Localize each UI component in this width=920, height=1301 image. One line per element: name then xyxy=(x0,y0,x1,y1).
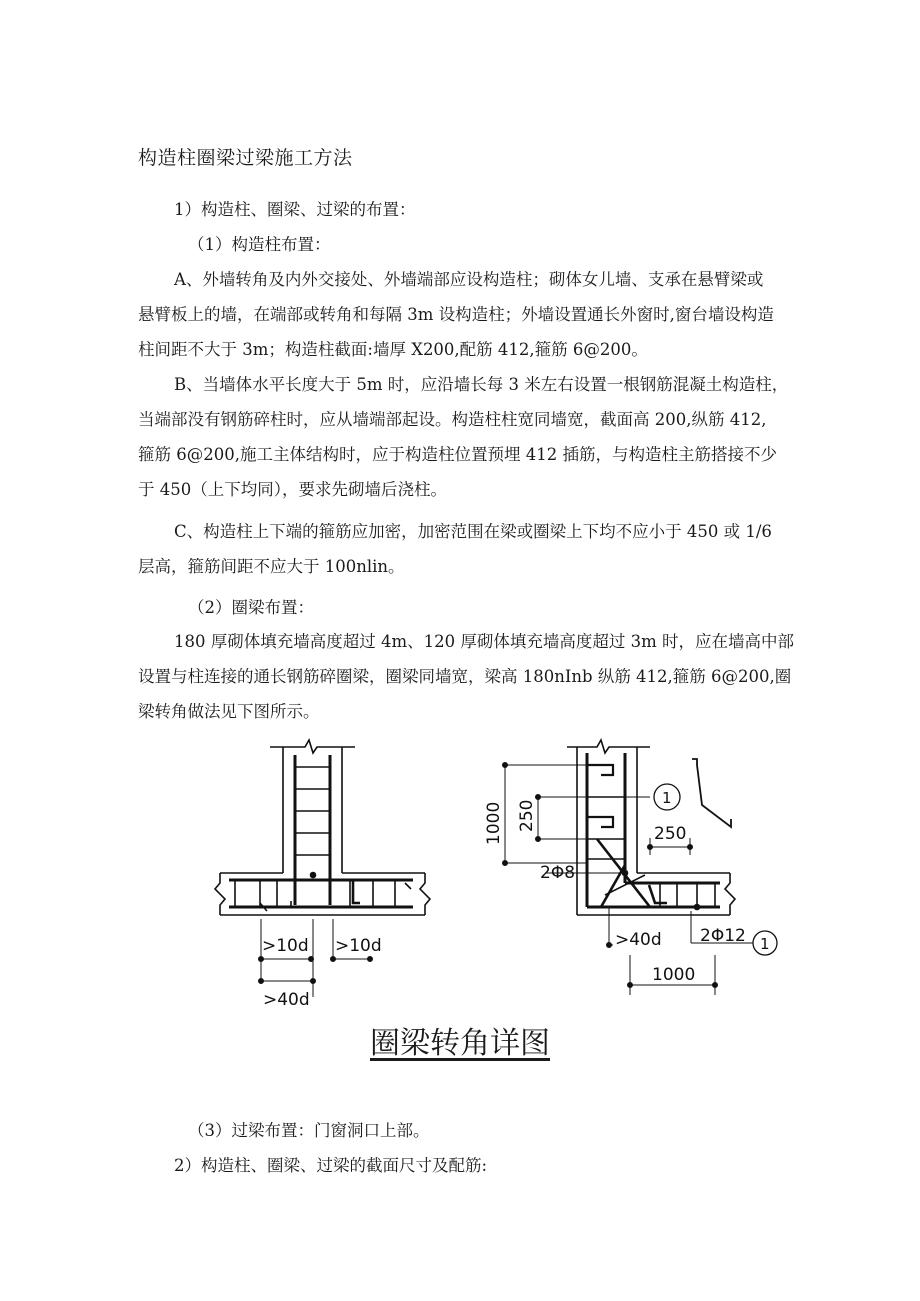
paragraph-d-line: 设置与柱连接的通长钢筋碎圈梁，圈梁同墙宽，梁高 180nInb 纵筋 412,箍筋 6@200,圈 xyxy=(138,667,792,686)
paragraph-b-line: 箍筋 6@200,施工主体结构时，应于构造柱位置预埋 412 插筋，与构造柱主筋搭接不少 xyxy=(138,445,777,464)
section-1-heading: 1）构造柱、圈梁、过梁的布置： xyxy=(174,200,416,219)
label-10d-right: >10d xyxy=(335,936,382,956)
label-40d-right: >40d xyxy=(615,930,662,950)
paragraph-c xyxy=(138,514,798,584)
paragraph-d-line: 180 厚砌体填充墙高度超过 4m、120 厚砌体填充墙高度超过 3m 时，应在墙高中部 xyxy=(174,632,794,651)
label-40d: >40d xyxy=(263,990,310,1010)
subsection-1-heading: （1）构造柱布置： xyxy=(188,235,331,254)
paragraph-c-line: 层高，箍筋间距不应大于 100nlin。 xyxy=(138,557,405,576)
label-250-horizontal: 250 xyxy=(654,824,687,844)
label-10d-left: >10d xyxy=(262,936,309,956)
paragraph-b-line: B、当墙体水平长度大于 5m 时，应沿墙长每 3 米左右设置一根钢筋混凝土构造柱， xyxy=(174,375,789,394)
ring-beam-corner-figure xyxy=(205,735,770,1010)
label-250-vertical: 250 xyxy=(517,799,537,832)
figure-caption: 圈梁转角详图 xyxy=(370,1026,550,1061)
paragraph-d xyxy=(138,624,798,729)
paragraph-c-line: C、构造柱上下端的箍筋应加密，加密范围在梁或圈梁上下均不应小于 450 或 1/6 xyxy=(174,522,772,541)
label-2phi12: 2Φ12 xyxy=(700,926,746,946)
paragraph-d-line: 梁转角做法见下图所示。 xyxy=(138,702,320,721)
paragraph-a-line: 柱间距不大于 3m；构造柱截面:墙厚 X200,配筋 412,箍筋 6@200。 xyxy=(138,340,648,359)
section-2-heading: 2）构造柱、圈梁、过梁的截面尺寸及配筋: xyxy=(174,1156,488,1175)
subsection-3-heading: （3）过梁布置：门窗洞口上部。 xyxy=(188,1121,430,1140)
label-1000-vertical: 1000 xyxy=(484,801,504,845)
document-title: 构造柱圈梁过梁施工方法 xyxy=(138,147,353,169)
callout-number-1-upper: 1 xyxy=(662,789,672,807)
label-1000-horizontal: 1000 xyxy=(652,965,696,985)
ring-beam-corner-drawing xyxy=(205,735,770,1010)
paragraph-b-line: 于 450（上下均同），要求先砌墙后浇柱。 xyxy=(138,480,447,499)
paragraph-b xyxy=(138,367,798,507)
callout-number-1-lower: 1 xyxy=(760,935,770,953)
paragraph-a xyxy=(138,262,798,367)
paragraph-a-line: A、外墙转角及内外交接处、外墙端部应设构造柱；砌体女儿墙、支承在悬臂梁或 xyxy=(174,270,764,289)
paragraph-a-line: 悬臂板上的墙，在端部或转角和每隔 3m 设构造柱；外墙设置通长外窗时,窗台墙设构造 xyxy=(138,305,774,324)
label-2phi8: 2Φ8 xyxy=(540,863,576,883)
subsection-2-heading: （2）圈梁布置： xyxy=(188,598,314,617)
paragraph-b-line: 当端部没有钢筋碎柱时，应从墙端部起设。构造柱柱宽同墙宽，截面高 200,纵筋 412, xyxy=(138,410,767,429)
